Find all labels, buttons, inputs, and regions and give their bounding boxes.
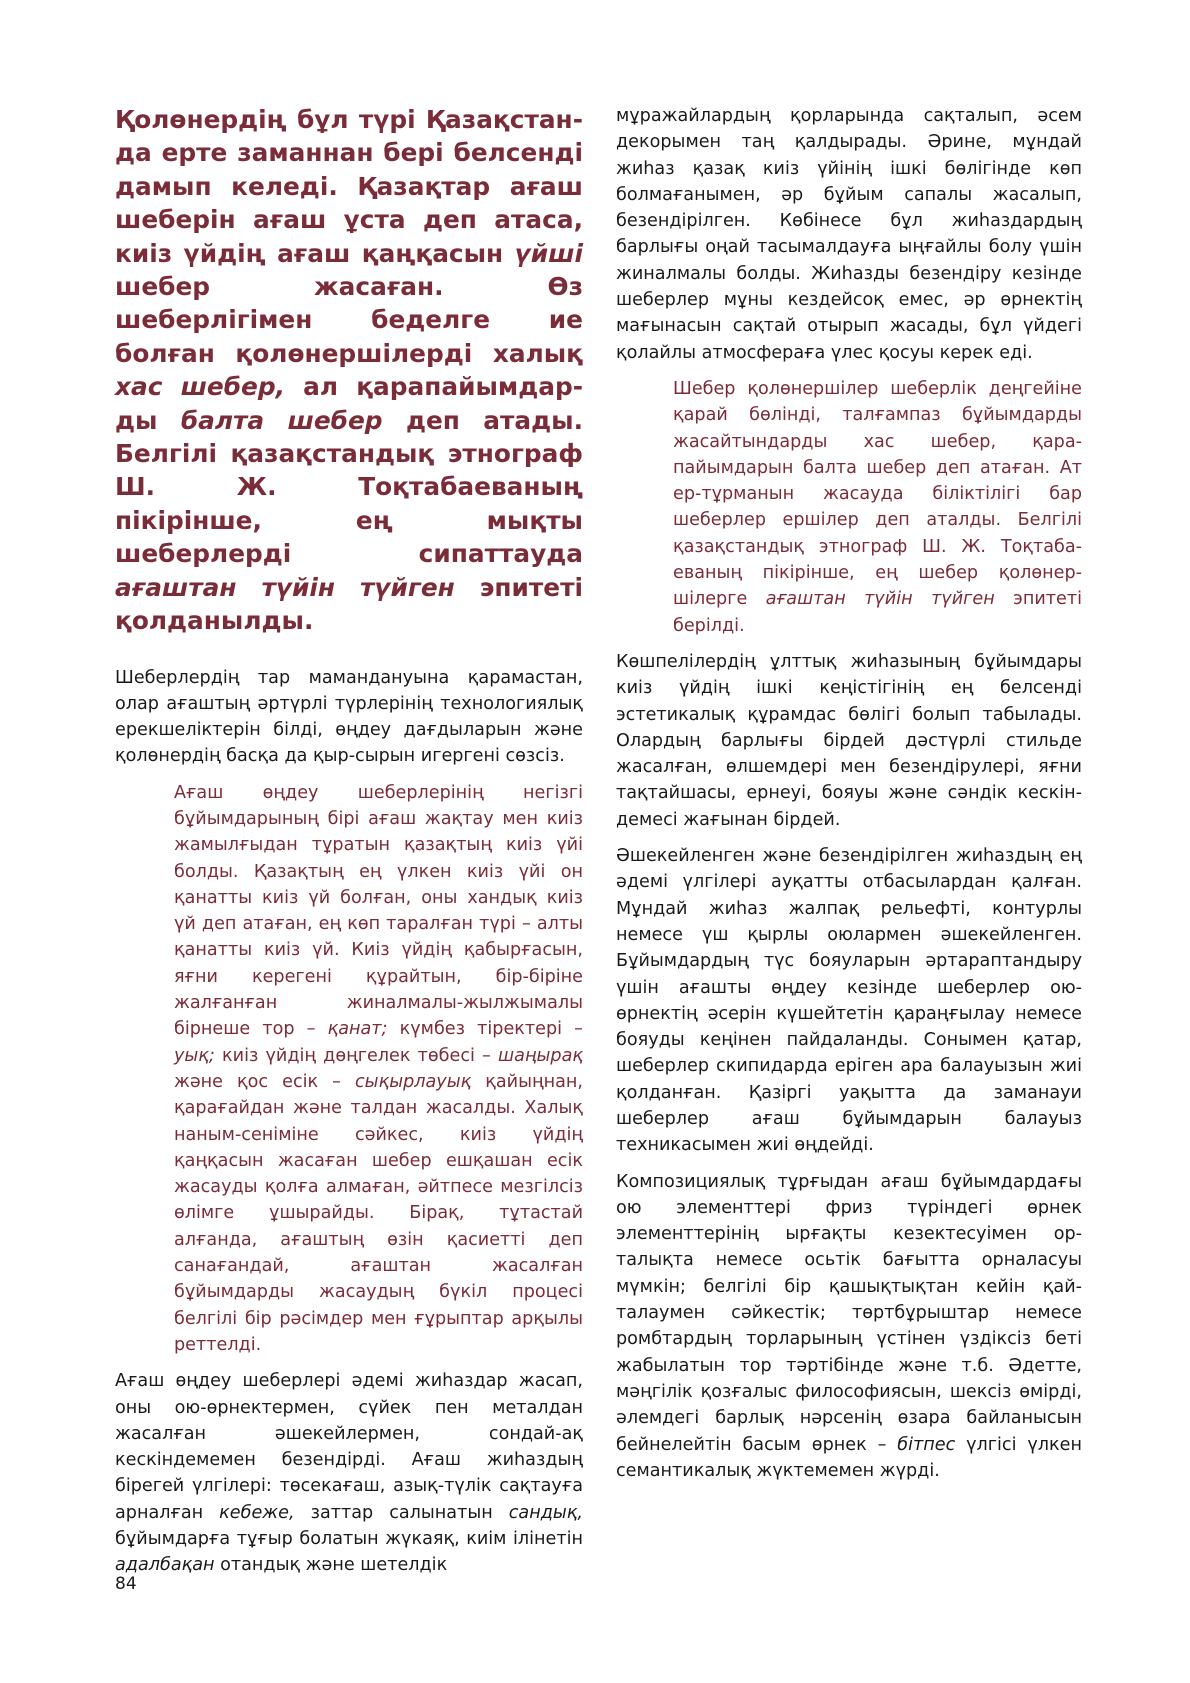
- italic-term: сандық,: [508, 1502, 583, 1523]
- italic-term: ағаштан түйін түйген: [115, 572, 455, 602]
- body-paragraph-3: [616, 103, 1082, 366]
- text-run: Қолөнердің бұл түрі Қазақстанда ерте заманнан бері белсенді дамып келеді. Қазақтар ағаш шеберін ағаш ұста деп атаса, киіз үйдің ағаш қаңқасын: [115, 105, 583, 268]
- italic-term: үйші: [514, 238, 583, 268]
- quote-paragraph-masters: [673, 376, 1082, 639]
- text-run: Шеберлердің тар мамандануына қарамастан, олар ағаштың әртүрлі түрлерінің технологиялық ерекшеліктерін білді, өңдеу дағдыларын және қолөнердің басқа да қыр-сырын игергені сөзсіз.: [115, 667, 583, 767]
- body-paragraph-2: [115, 1368, 583, 1578]
- text-run: Әшекейленген және безендірілген жиһаздың ең әдемі үлгілері ауқатты отбасылардан қалған. Мұндай жиһаз жалпақ рельефті, контурлы немесе үш қырлы оюлармен әшекейленген. Бұйымдардың түс бояуларын әртараптандыру үшін ағашты өңдеу кезінде шеберлер ою-өрнектің әсерін күшейтетін қараңғылау немесе бояуды кеңінен пайдаланды. Сонымен қатар, шеберлер скипидарда еріген ара балауызын жиі қолданған. Қазіргі уақытта да заманауи шеберлер ағаш бұйымдарын балауыз техникасымен жиі өңдейді.: [616, 846, 1082, 1156]
- text-run: күмбез тіректері –: [387, 1019, 583, 1040]
- text-run: бұйымдарға тұғыр болатын жүкаяқ, киім ілінетін: [115, 1529, 583, 1549]
- text-run: эпитеті қолданылды.: [115, 572, 583, 636]
- italic-term: кебеже,: [219, 1502, 295, 1523]
- text-run: ал қарапайымдарды: [115, 372, 583, 435]
- text-run: Ағаш өңдеу шеберлері әдемі жиһаздар жасап, оны ою-өрнектермен, сүйек пен металдан жасалған әшекейлермен, сондай-ақ кескіндемемен безендірді. Ағаш жиһаздың бірегей үлгілері: төсекағаш, азық-түлік сақтауға арналған: [115, 1371, 583, 1523]
- quote-paragraph-yurt: [174, 780, 583, 1359]
- text-run: және қос есік –: [174, 1071, 355, 1092]
- text-run: Ағаш өңдеу шеберлерінің негізгі бұйымдарының бірі ағаш жақтау мен киіз жамылғыдан тұратын қазақтың киіз үйі болды. Қазақтың ең үлкен киіз үйі он қанатты киіз үй болған, оны хандық киіз үй деп атаған, ең көп таралған түрі – алты қанатты киіз үй. Киіз үйдің қабырғасын, яғни керегені құрайтын, бір-біріне жалғанған жиналмалы-жылжымалы бірнеше тор –: [174, 782, 583, 1040]
- text-run: шебер жасаған. Өз шеберлігімен беделге ие болған қолөнершілерді халық: [115, 272, 583, 368]
- text-run: отандық және шетелдік: [214, 1555, 448, 1576]
- body-paragraph-6: [616, 1169, 1082, 1485]
- text-run: мұражайлардың қорларында сақталып, әсем декорымен таң қалдырады. Әрине, мұндай жиһаз қазақ киіз үйінің ішкі бөлігінде көп болмағанымен, әр бұйым сапалы жасалып, безендірілген. Көбінесе бұл жиһаздардың барлығы оңай тасымалдауға ыңғайлы болу үшін жиналмалы болды. Жиһазды безендіру кезінде шеберлер мұны кездейсоқ емес, әр өрнектің мағынасын сақтай отырып жасады, бұл үйдегі қолайлы атмосфераға үлес қосуы керек еді.: [616, 106, 1082, 363]
- italic-term: балта шебер: [180, 405, 383, 435]
- text-run: заттар салынатын: [294, 1502, 509, 1523]
- text-run: эпитеті берілді.: [673, 589, 1082, 636]
- italic-term: ағаштан түйін түйген: [765, 589, 995, 610]
- text-run: киіз үйдің дөңгелек төбесі –: [214, 1045, 499, 1066]
- lead-paragraph: [115, 103, 583, 638]
- text-run: Композициялық тұрғыдан ағаш бұйымдардағы ою элементтері фриз түріндегі өрнек элементтерінің ырғақты кезектесуімен орталықта немесе осьтік бағытта орналасуы мүмкін; белгілі бір қашықтықтан кейін қайталаумен сәйкестік; төртбұрыштар немесе ромбтардың торларының үстінен үздіксіз беті жабылатын тор тәртібінде және т.б. Әдетте, мәңгілік қозғалыс философиясын, шексіз өмірді, әлемдегі барлық нәрсенің өзара байланысын бейнелейтін басым өрнек –: [616, 1171, 1082, 1455]
- italic-term: қанат;: [327, 1019, 388, 1040]
- text-run: үлгісі үлкен семантикалық жүктемемен жүрді.: [616, 1434, 1082, 1481]
- left-column: [115, 103, 583, 1589]
- body-paragraph-4: [616, 649, 1082, 833]
- right-column: [616, 103, 1082, 1494]
- text-run: қайыңнан, қарағайдан және талдан жасалды. Халық наным-сеніміне сәйкес, киіз үйдің қаңқасын жасаған шебер ешқашан есік жасауды қолға алмаған, әйтпесе мезгілсіз өлімге ұшырайды. Бірақ, тұтастай алғанда, ағаштың өзін қасиетті деп санағандай, ағаштан жасалған бұйымдарды жасаудың бүкіл процесі белгілі бір рәсімдер мен ғұрыптар арқылы реттелді.: [174, 1071, 583, 1355]
- text-run: деп атады. Белгілі қазақстандық этнограф Ш. Ж. Тоқтабаеваның пікірінше, ең мықты шеберлерді сипаттауда: [115, 405, 583, 569]
- italic-term: уық;: [174, 1045, 215, 1066]
- text-run: Көшпелілердің ұлттық жиһазының бұйымдары киіз үйдің ішкі кеңістігінің ең белсенді эстетикалық құрамдас бөлігі болып табылады. Олардың барлығы бірдей дәстүрлі стильде жасалған, өлшемдері мен безендірулері, яғни тақтайшасы, ернеуі, бояуы және сәндік кескіндемесі жағынан бірдей.: [616, 651, 1082, 830]
- italic-term: шаңырақ: [498, 1045, 583, 1066]
- body-paragraph-1: [115, 665, 583, 770]
- text-run: Шебер қолөнершілер шеберлік деңгейіне қарай бөлінді, талғампаз бұйымдарды жасайтындарды хас шебер, қарапайымдарын балта шебер деп атаған. Ат ер-тұрманын жасауда біліктілігі бар шеберлер ершілер деп аталды. Белгілі қазақстандық этнограф Ш. Ж. Тоқтабаеваның пікірінше, ең шебер қолөнершілерге: [673, 378, 1082, 610]
- italic-term: бітпес: [897, 1434, 956, 1455]
- page-number: 84: [115, 1574, 137, 1594]
- italic-term: сықырлауық: [355, 1071, 472, 1092]
- italic-term: адалбақан: [115, 1555, 215, 1576]
- italic-term: хас шебер,: [115, 372, 286, 402]
- body-paragraph-5: [616, 843, 1082, 1159]
